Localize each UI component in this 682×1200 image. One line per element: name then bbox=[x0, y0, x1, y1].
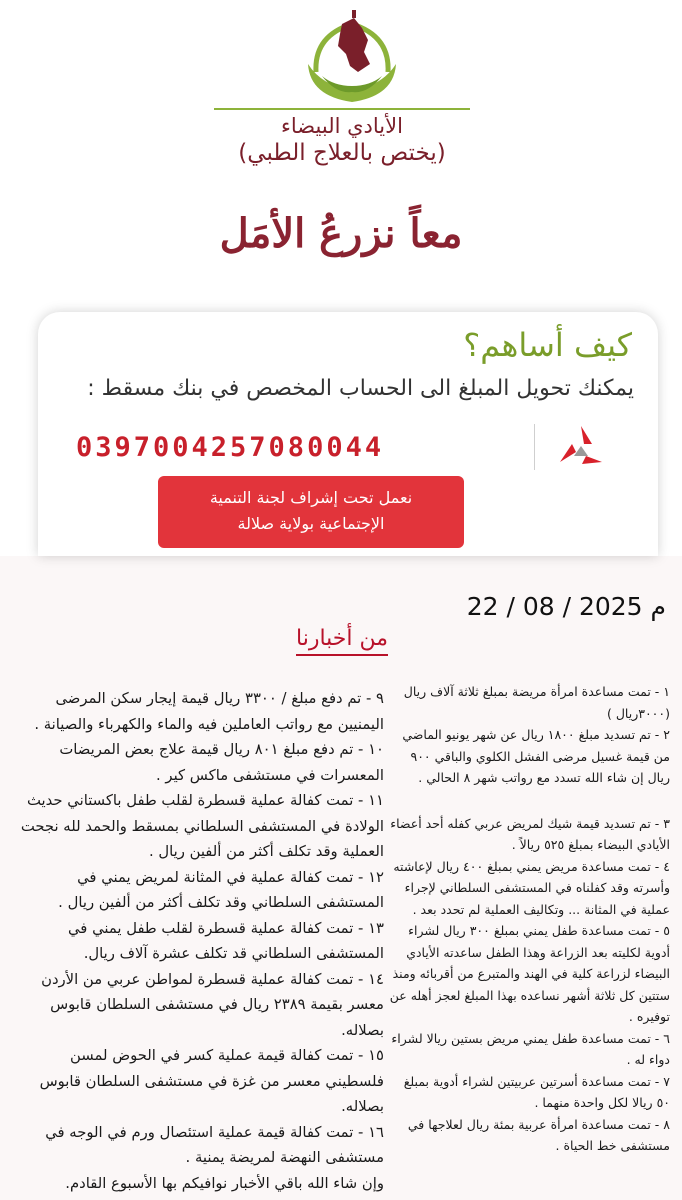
news-item: ٦ - تمت مساعدة طفل يمني مريض بستين ريالا لشراء دواء له . bbox=[391, 1030, 670, 1067]
news-item: ٧ - تمت مساعدة أسرتين عربيتين لشراء أدوية بمبلغ ٥٠ ريالا لكل واحدة منهما . bbox=[403, 1073, 670, 1110]
brand-name: الأيادي البيضاء bbox=[281, 114, 403, 138]
news-column-right bbox=[388, 681, 670, 1157]
supervision-line-2: الإجتماعية بولاية صلالة bbox=[237, 514, 385, 533]
slogan: معاً نزرعُ الأمَل bbox=[219, 210, 463, 257]
news-item: ٨ - تمت مساعدة امرأة عربية بمئة ريال لعلاجها في مستشفى خط الحياة . bbox=[407, 1116, 670, 1153]
closing-note: وإن شاء الله باقي الأخبار نوافيكم بها الأسبوع القادم. bbox=[65, 1174, 384, 1192]
news-item: ٢ - تم تسديد مبلغ ١٨٠٠ ريال عن شهر يونيو الماضي من قيمة غسيل مرضى الفشل الكلوي والباقي ٩٠٠ ريال إن شاء الله تسدد مع رواتب شهر ٨ الحالي . bbox=[402, 727, 670, 785]
news-item: ٤ - تمت مساعدة مريض يمني بمبلغ ٤٠٠ ريال لإعاشته وأسرته وقد كفلناه في المستشفى السلطاني لإجراء عملية في المثانة ... وتكاليف العملية لم تحدد بعد . bbox=[393, 858, 670, 917]
news-item: ٩ - تم دفع مبلغ / ٣٣٠٠ ريال قيمة إيجار سكن المرضى اليمنيين مع رواتب العاملين فيه والماء والكهرباء والصيانة . bbox=[34, 690, 384, 733]
logo-divider bbox=[214, 108, 470, 110]
supervision-line-1: نعمل تحت إشراف لجنة التنمية bbox=[209, 488, 413, 507]
header-banner bbox=[0, 0, 682, 556]
hands-holding-map-icon bbox=[296, 6, 408, 110]
news-item: ١٥ - تمت كفالة قيمة عملية كسر في الحوض لمسن فلسطيني معسر من غزة في مستشفى السلطان قابوس بصلاله. bbox=[39, 1047, 384, 1115]
news-item: ١ - تمت مساعدة امرأة مريضة بمبلغ ثلاثة آلاف ريال (٣٠٠٠ريال ) bbox=[403, 684, 670, 721]
news-title: من أخبارنا bbox=[296, 626, 388, 656]
news-date: 22 / 08 / 2025 م bbox=[466, 592, 666, 621]
news-column-left bbox=[12, 686, 384, 1196]
account-number: 0397004257080044 bbox=[76, 432, 385, 463]
donation-card bbox=[38, 312, 658, 556]
bank-muscat-logo-icon bbox=[552, 420, 610, 474]
news-item: ٥ - تمت مساعدة طفل يمني بمبلغ ٣٠٠ ريال لشراء أدوية لكليته بعد الزراعة وهذا الطفل ساعدته الأيادي البيضاء لزراعة كلية في الهند والمتبرع من أقربائه ومنذ ستتين كل ثلاثة أشهر نساعده بهذا المبلغ لعجز أهله عن توفيره . bbox=[389, 923, 670, 1024]
news-item: ١٠ - تم دفع مبلغ ٨٠١ ريال قيمة علاج بعض المريضات المعسرات في مستشفى ماكس كير . bbox=[59, 741, 384, 784]
transfer-text: يمكنك تحويل المبلغ الى الحساب المخصص في بنك مسقط : bbox=[87, 376, 634, 401]
news-item: ١٦ - تمت كفالة قيمة عملية استئصال ورم في الوجه في مستشفى النهضة لمريضة يمنية . bbox=[45, 1123, 384, 1166]
how-title: كيف أساهم؟ bbox=[463, 326, 632, 364]
supervision-box bbox=[158, 476, 464, 548]
news-item: ١٤ - تمت كفالة عملية قسطرة لمواطن عربي من الأردن معسر بقيمة ٢٣٨٩ ريال في مستشفى السلطان قابوس بصلاله. bbox=[41, 970, 384, 1039]
news-item: ١١ - تمت كفالة عملية قسطرة لقلب طفل باكستاني حديث الولادة في المستشفى السلطاني بمسقط والحمد لله نجحت العملية وقد تكلف أكثر من ألفين ريال . bbox=[20, 792, 384, 860]
news-item: ١٢ - تمت كفالة عملية في المثانة لمريض يمني في المستشفى السلطاني وقد تكلف أكثر من ألفين ريال . bbox=[58, 868, 384, 911]
brand-subtitle: (يختص بالعلاج الطبي) bbox=[238, 140, 446, 166]
news-item: ٣ - تم تسديد قيمة شيك لمريض عربي كفله أحد أعضاء الأيادي البيضاء بمبلغ ٥٢٥ ريالاً . bbox=[390, 815, 670, 852]
news-item: ١٣ - تمت كفالة عملية قسطرة لقلب طفل يمني في المستشفى السلطاني قد تكلف عشرة آلاف ريال. bbox=[67, 919, 384, 962]
divider bbox=[534, 424, 535, 470]
